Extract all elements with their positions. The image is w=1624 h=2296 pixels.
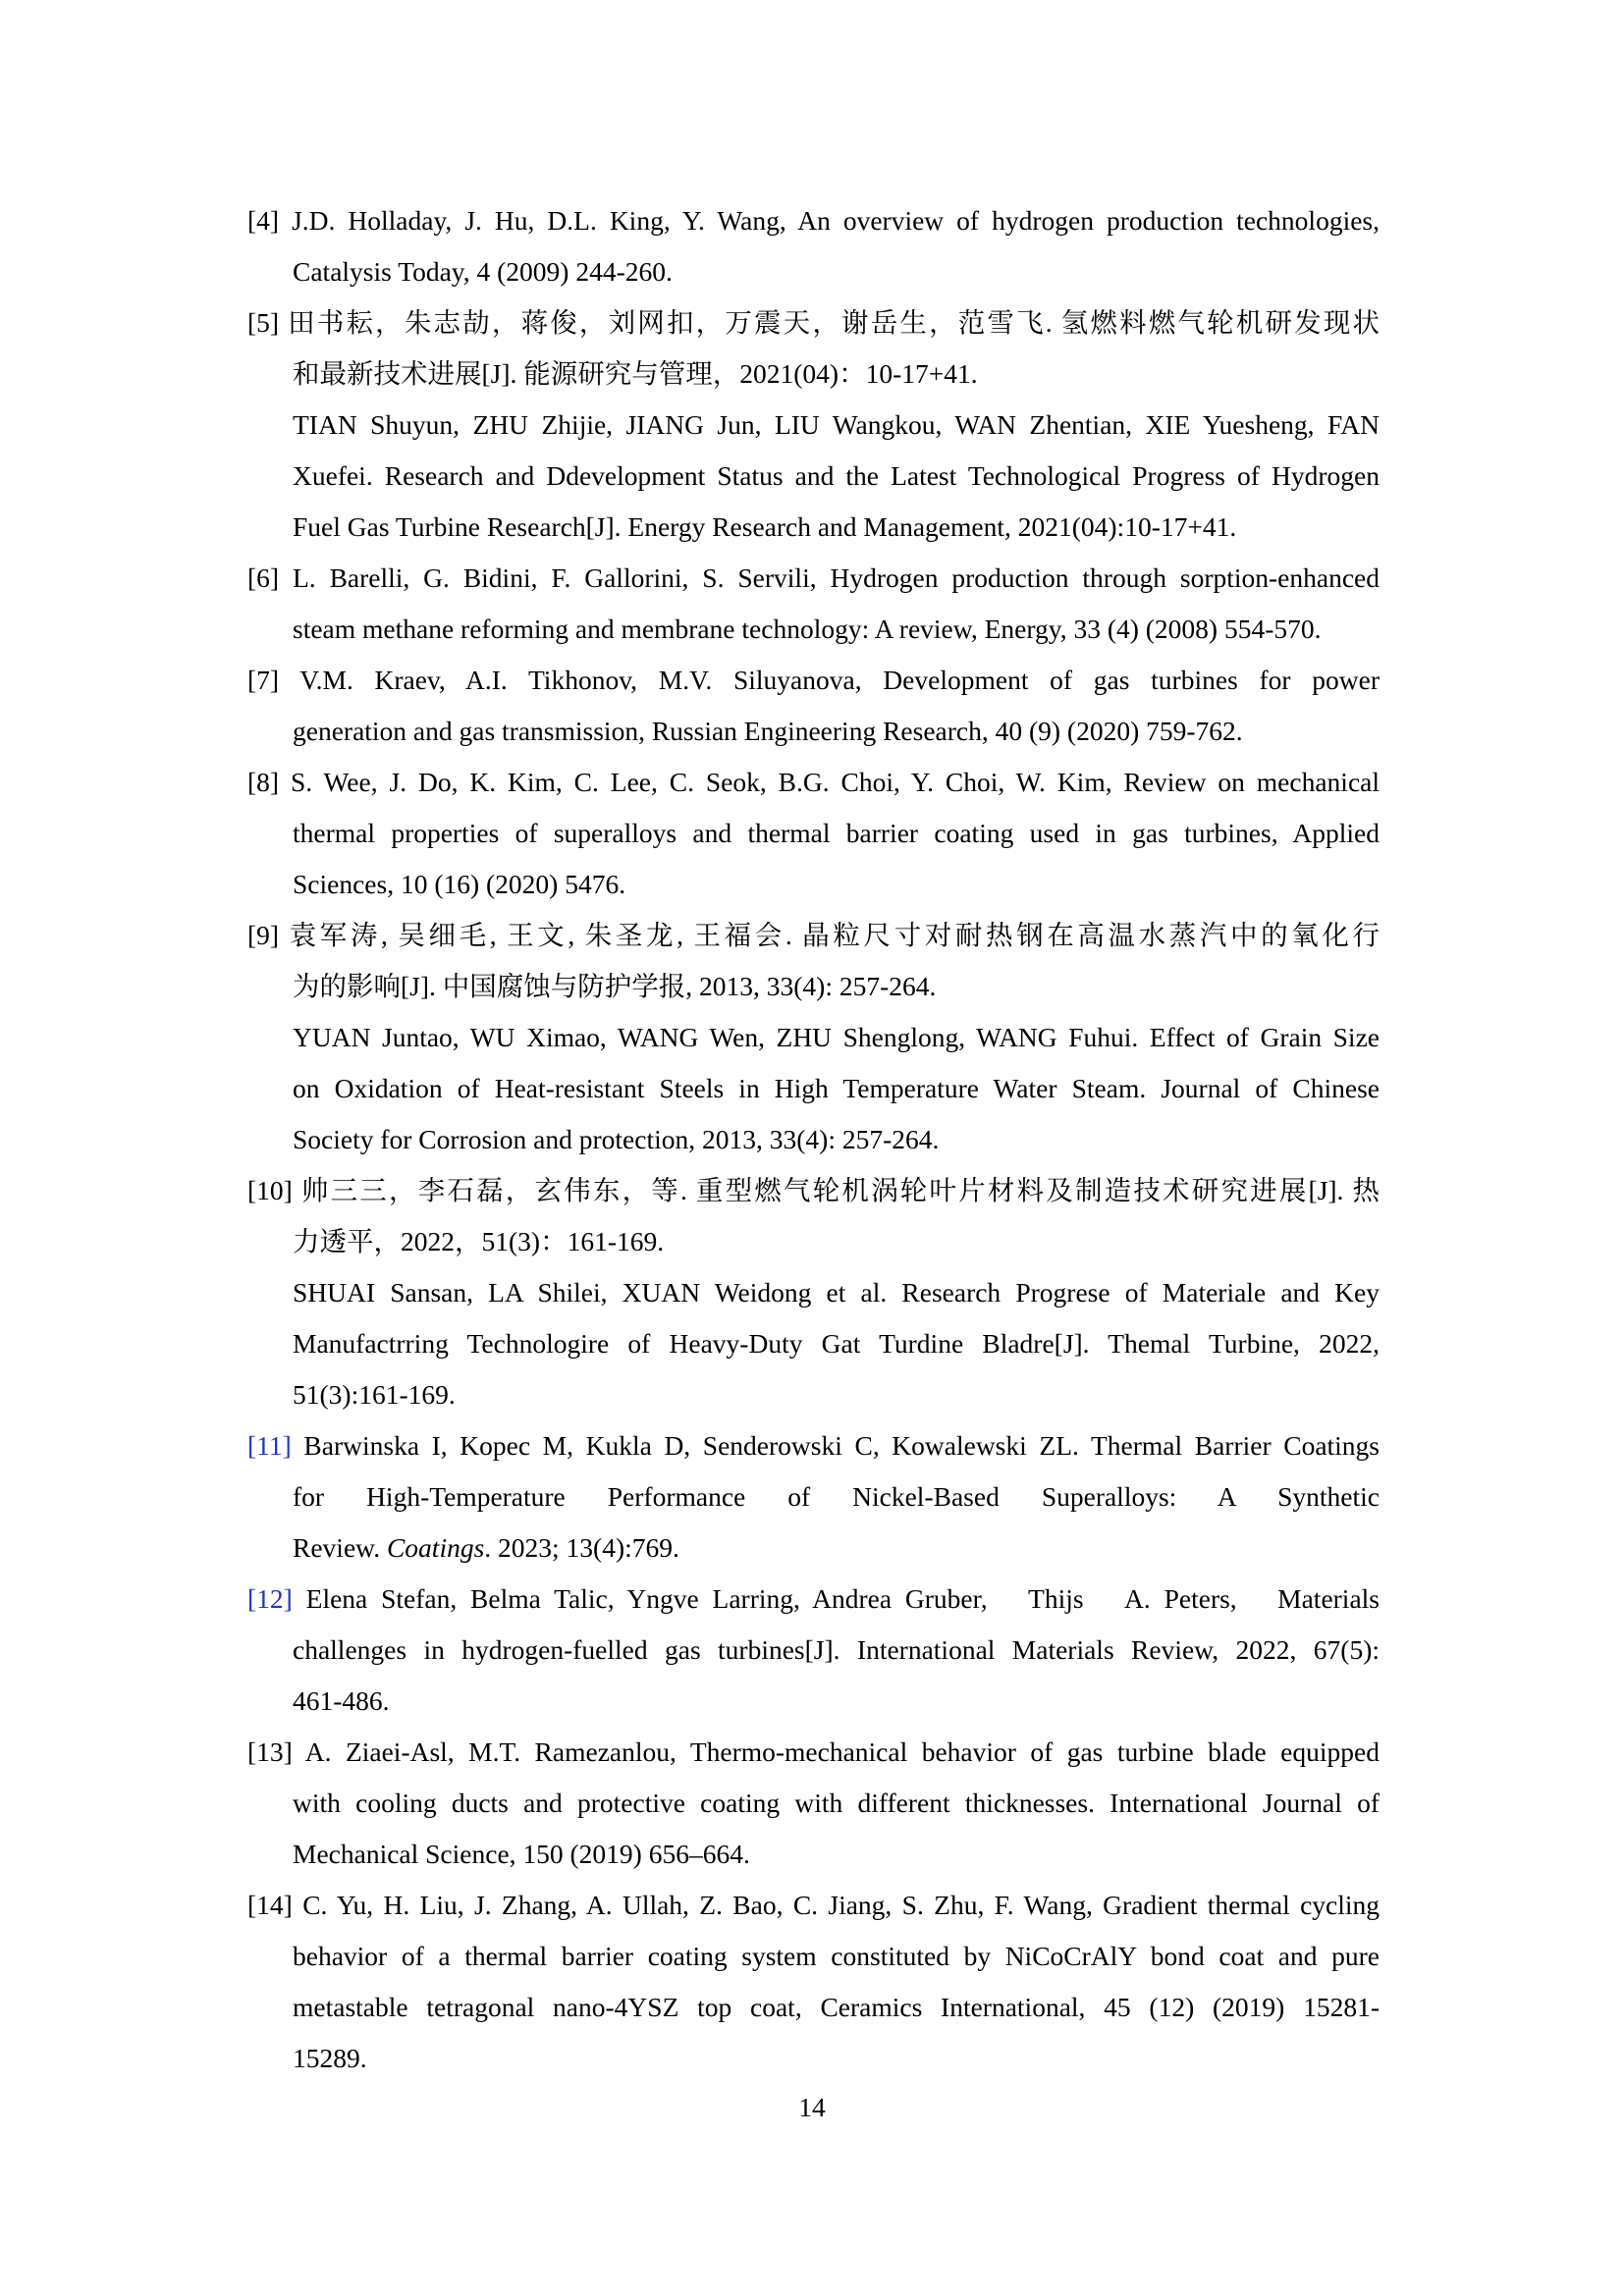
reference-line: 461-486. (293, 1685, 390, 1716)
reference-text: Elena Stefan, Belma Talic, Yngve Larring, Andrea Gruber, Thijs A. Peters, Materials (305, 1583, 1380, 1614)
reference-line: metastable tetragonal nano-4YSZ top coat, Ceramics International, 45 (12) (2019) 15281- (293, 1992, 1380, 2022)
reference-text: . 2023; 13(4):769. (484, 1532, 679, 1563)
reference-item (247, 655, 1380, 757)
reference-line (247, 553, 1380, 604)
reference-line (247, 1165, 1380, 1216)
reference-line: 51(3):161-169. (293, 1379, 456, 1410)
page-number: 14 (798, 2092, 826, 2122)
reference-line: SHUAI Sansan, LA Shilei, XUAN Weidong et al. Research Progrese of Materiale and Key (293, 1277, 1380, 1308)
reference-item (247, 1727, 1380, 1880)
reference-line: thermal properties of superalloys and thermal barrier coating used in gas turbines, Applied (293, 818, 1380, 848)
reference-line: Mechanical Science, 150 (2019) 656–664. (293, 1839, 750, 1869)
reference-line: for High-Temperature Performance of Nickel-Based Superalloys: A Synthetic (293, 1481, 1380, 1512)
reference-line (247, 195, 1380, 246)
reference-line: Sciences, 10 (16) (2020) 5476. (293, 869, 626, 899)
reference-line: 和最新技术进展[J]. 能源研究与管理，2021(04)：10-17+41. (293, 358, 978, 389)
reference-number-link[interactable]: [12] (247, 1583, 293, 1614)
reference-number-link[interactable]: [11] (247, 1430, 292, 1461)
reference-line: behavior of a thermal barrier coating system constituted by NiCoCrAlY bond coat and pure (293, 1941, 1380, 1971)
journal-title-italic: Coatings (386, 1532, 485, 1563)
reference-item (247, 910, 1380, 1165)
reference-line (247, 1574, 1380, 1625)
reference-item (247, 757, 1380, 910)
reference-number: [6] (247, 562, 280, 593)
reference-text: V.M. Kraev, A.I. Tikhonov, M.V. Siluyanova, Development of gas turbines for power (299, 665, 1380, 695)
reference-line (293, 1522, 1380, 1574)
reference-number: [5] (247, 307, 280, 338)
reference-line: Xuefei. Research and Ddevelopment Status and the Latest Technological Progress of Hydrogen (293, 460, 1380, 491)
reference-item (247, 1574, 1380, 1727)
reference-line (247, 655, 1380, 706)
reference-line: TIAN Shuyun, ZHU Zhijie, JIANG Jun, LIU Wangkou, WAN Zhentian, XIE Yuesheng, FAN (293, 409, 1380, 440)
reference-line (247, 1727, 1380, 1778)
reference-text: J.D. Holladay, J. Hu, D.L. King, Y. Wang, An overview of hydrogen production technologies, (292, 205, 1380, 236)
reference-item (247, 297, 1380, 553)
reference-line: 15289. (293, 2043, 367, 2073)
reference-line: Fuel Gas Turbine Research[J]. Energy Research and Management, 2021(04):10-17+41. (293, 511, 1237, 542)
reference-line: 力透平，2022，51(3)：161-169. (293, 1226, 665, 1256)
reference-text: S. Wee, J. Do, K. Kim, C. Lee, C. Seok, B.G. Choi, Y. Choi, W. Kim, Review on mechanical (290, 767, 1380, 797)
reference-line: on Oxidation of Heat-resistant Steels in High Temperature Water Steam. Journal of Chinese (293, 1073, 1380, 1103)
reference-text: 帅三三，李石磊，玄伟东，等. 重型燃气轮机涡轮叶片材料及制造技术研究进展[J]. 热 (300, 1175, 1380, 1205)
reference-line (247, 910, 1380, 961)
reference-number: [14] (247, 1890, 293, 1920)
reference-text: Barwinska I, Kopec M, Kukla D, Senderowski C, Kowalewski ZL. Thermal Barrier Coatings (303, 1430, 1380, 1461)
references-list (247, 195, 1380, 2084)
reference-line (247, 757, 1380, 808)
reference-item (247, 553, 1380, 655)
reference-line (247, 1880, 1380, 1931)
reference-line: generation and gas transmission, Russian Engineering Research, 40 (9) (2020) 759-762. (293, 716, 1243, 746)
reference-line: 为的影响[J]. 中国腐蚀与防护学报, 2013, 33(4): 257-264. (293, 971, 937, 1001)
reference-text: C. Yu, H. Liu, J. Zhang, A. Ullah, Z. Bao, C. Jiang, S. Zhu, F. Wang, Gradient thermal cycling (302, 1890, 1380, 1920)
reference-line: challenges in hydrogen-fuelled gas turbines[J]. International Materials Review, 2022, 67(5): (293, 1634, 1380, 1665)
reference-number: [8] (247, 767, 280, 797)
reference-number: [13] (247, 1736, 293, 1767)
reference-text: A. Ziaei-Asl, M.T. Ramezanlou, Thermo-mechanical behavior of gas turbine blade equipped (304, 1736, 1380, 1767)
reference-number: [9] (247, 920, 280, 950)
reference-text: L. Barelli, G. Bidini, F. Gallorini, S. Servili, Hydrogen production through sorption-enhanced (292, 562, 1380, 593)
reference-number: [7] (247, 665, 280, 695)
reference-item (247, 1880, 1380, 2084)
reference-text: 田书耘，朱志劼，蒋俊，刘网扣，万震天，谢岳生，范雪飞. 氢燃料燃气轮机研发现状 (288, 307, 1380, 338)
reference-item (247, 1165, 1380, 1420)
reference-line: with cooling ducts and protective coating with different thicknesses. International Journal of (293, 1788, 1380, 1818)
reference-line: steam methane reforming and membrane technology: A review, Energy, 33 (4) (2008) 554-570. (293, 614, 1322, 644)
reference-text: 袁军涛, 吴细毛, 王文, 朱圣龙, 王福会. 晶粒尺寸对耐热钢在高温水蒸汽中的氧化行 (289, 920, 1380, 950)
reference-line: Society for Corrosion and protection, 2013, 33(4): 257-264. (293, 1124, 940, 1154)
reference-line: YUAN Juntao, WU Ximao, WANG Wen, ZHU Shenglong, WANG Fuhui. Effect of Grain Size (293, 1022, 1380, 1052)
reference-text: Review. (293, 1532, 387, 1563)
reference-line: Manufactrring Technologire of Heavy-Duty Gat Turdine Bladre[J]. Themal Turbine, 2022, (293, 1328, 1380, 1359)
reference-item (247, 195, 1380, 297)
reference-line (247, 1420, 1380, 1471)
reference-number: [10] (247, 1175, 293, 1205)
reference-number: [4] (247, 205, 280, 236)
reference-item (247, 1420, 1380, 1574)
reference-line: Catalysis Today, 4 (2009) 244-260. (293, 256, 673, 287)
reference-line (247, 297, 1380, 348)
